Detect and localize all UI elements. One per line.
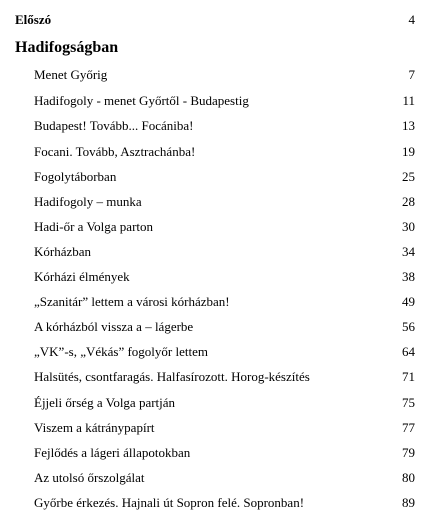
toc-entry-label: Hadifogoly – munka — [34, 194, 142, 209]
toc-entry — [0, 393, 440, 413]
toc-entry-page: 28 — [402, 194, 415, 209]
toc-entry-preface — [0, 10, 440, 30]
toc-entry-label: Halsütés, csontfaragás. Halfasírozott. Horog-készítés — [34, 369, 310, 384]
toc-entry-label: Éjjeli őrség a Volga partján — [34, 395, 176, 410]
toc-entry-label: Előszó — [15, 12, 52, 27]
toc-entry-label: Menet Győrig — [34, 67, 108, 82]
toc-entry — [0, 242, 440, 262]
toc-entry-label: Fejlődés a lágeri állapotokban — [34, 445, 191, 460]
toc-entry — [0, 367, 440, 387]
toc-entry-page: 77 — [402, 420, 415, 435]
toc-entry-page: 30 — [402, 219, 415, 234]
toc-entry — [0, 167, 440, 187]
toc-entry — [0, 142, 440, 162]
toc-entry-label: Kórházban — [34, 244, 92, 259]
toc-entry — [0, 267, 440, 287]
toc-entry — [0, 91, 440, 111]
toc-entry — [0, 443, 440, 463]
toc-entry-page: 11 — [402, 93, 415, 108]
toc-entry — [0, 192, 440, 212]
toc-entry-page: 56 — [402, 319, 415, 334]
toc-entry-label: Fogolytáborban — [34, 169, 117, 184]
toc-entry-page: 49 — [402, 294, 415, 309]
toc-entry-label: A kórházból vissza a – lágerbe — [34, 319, 194, 334]
toc-entry-page: 19 — [402, 144, 415, 159]
toc-entry-label: „Szanitár” lettem a városi kórházban! — [34, 294, 230, 309]
toc-entry-label: Kórházi élmények — [34, 269, 130, 284]
toc-entry-label: Viszem a kátránypapírt — [34, 420, 155, 435]
toc-entry-page: 79 — [402, 445, 415, 460]
toc-entry — [0, 468, 440, 488]
toc-entry — [0, 418, 440, 438]
toc-entry-page: 13 — [402, 118, 415, 133]
toc-entry-page: 4 — [408, 12, 415, 27]
toc-entry-label: „VK”-s, „Vékás” fogolyőr lettem — [34, 344, 208, 359]
toc-entry — [0, 65, 440, 85]
toc-entry-label: Győrbe érkezés. Hajnali út Sopron felé. Sopronban! — [34, 495, 305, 510]
toc-entry-page: 80 — [402, 470, 415, 485]
toc-entry — [0, 342, 440, 362]
toc-entry — [0, 217, 440, 237]
toc-entry-label: Focani. Tovább, Asztrachánba! — [34, 144, 196, 159]
toc-entry-page: 71 — [402, 369, 415, 384]
toc-entry-label: Budapest! Tovább... Focániba! — [34, 118, 194, 133]
toc-entry-page: 34 — [402, 244, 415, 259]
toc-entry — [0, 317, 440, 337]
toc-entry-page: 64 — [402, 344, 415, 359]
toc-entry-page: 25 — [402, 169, 415, 184]
toc-entry-label: Hadifogoly - menet Győrtől - Budapestig — [34, 93, 249, 108]
toc-entry-page: 75 — [402, 395, 415, 410]
toc-entry-page: 89 — [402, 495, 415, 510]
toc-entry-label: Az utolsó őrszolgálat — [34, 470, 145, 485]
toc-entry — [0, 292, 440, 312]
toc-entry — [0, 493, 440, 513]
toc-entry-page: 38 — [402, 269, 415, 284]
toc-entry — [0, 116, 440, 136]
section-title: Hadifogságban — [15, 39, 119, 56]
toc-entry-page: 7 — [408, 67, 415, 82]
toc-entry-label: Hadi-őr a Volga parton — [34, 219, 154, 234]
